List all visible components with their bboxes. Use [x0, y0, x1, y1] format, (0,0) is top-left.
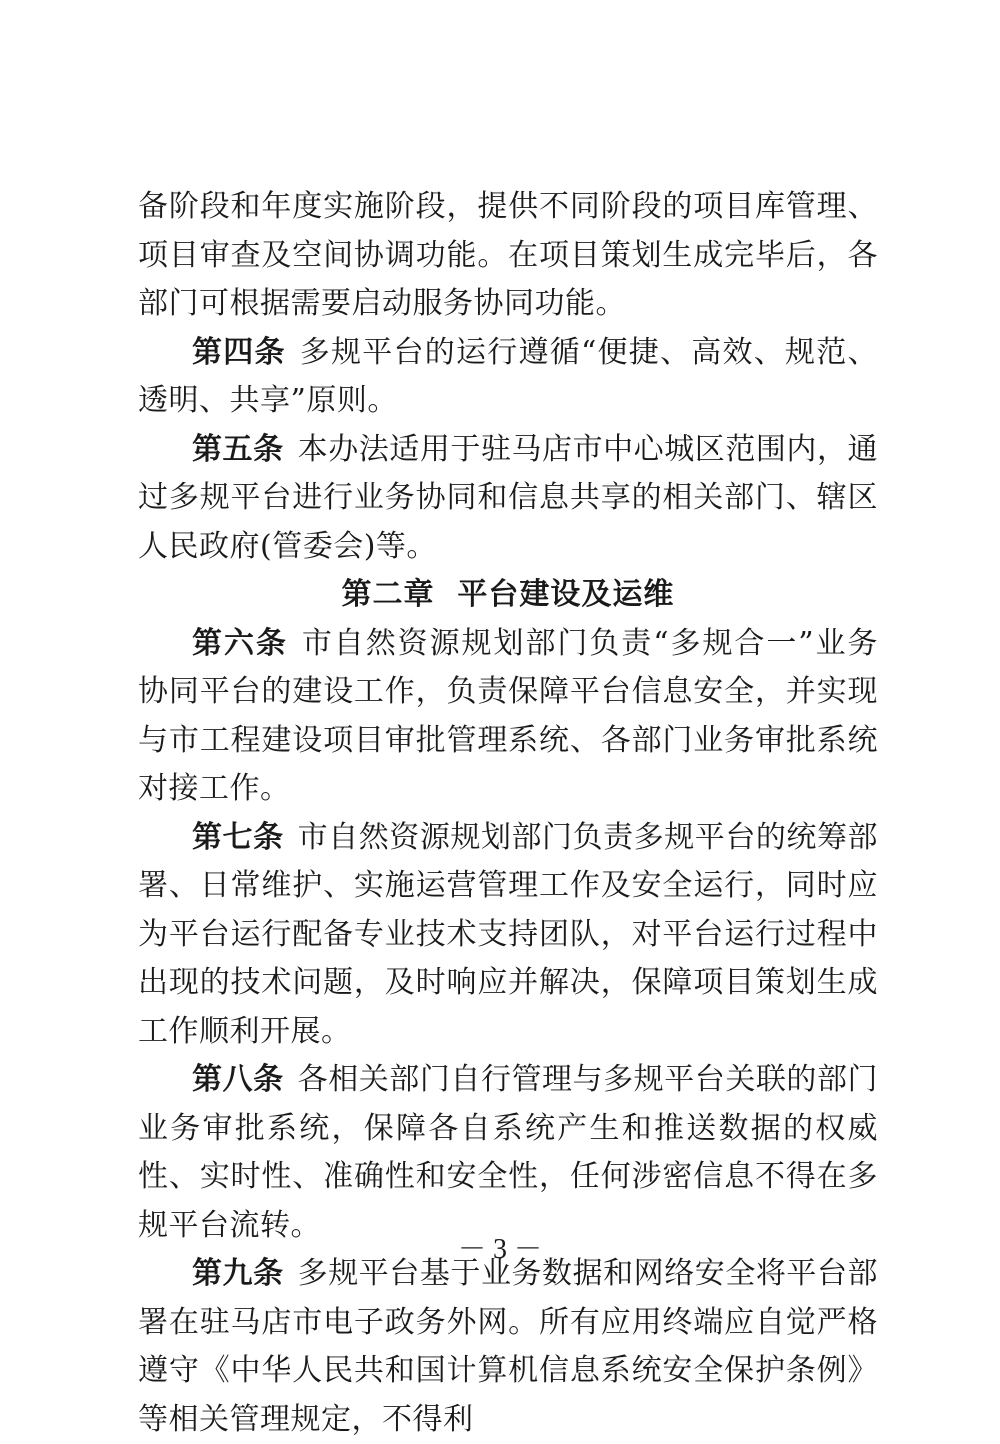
article-6 — [138, 620, 878, 814]
article-text: 各相关部门自行管理与多规平台关联的部门业务审批系统，保障各自系统产生和推送数据的权威性、实时性、准确性和安全性，任何涉密信息不得在多规平台流转。 — [138, 1062, 879, 1243]
article-text: 市自然资源规划部门负责多规平台的统筹部署、日常维护、实施运营管理工作及安全运行，同时应为平台运行配备专业技术支持团队，对平台运行过程中出现的技术问题，及时响应并解决，保障项目策划生成工作顺利开展。 — [138, 819, 879, 1049]
paragraph-continuation — [138, 183, 878, 329]
article-text: 多规平台基于业务数据和网络安全将平台部署在驻马店市电子政务外网。所有应用终端应自觉严格遵守《中华人民共和国计算机信息系统安全保护条例》等相关管理规定，不得利 — [138, 1256, 879, 1437]
article-number: 第四条 — [192, 334, 286, 370]
chapter-title: 第二章 平台建设及运维 — [341, 577, 675, 612]
article-4 — [138, 329, 878, 426]
article-9 — [138, 1250, 878, 1444]
article-text: 市自然资源规划部门负责“多规合一”业务协同平台的建设工作，负责保障平台信息安全，并实现与市工程建设项目审批管理系统、各部门业务审批系统对接工作。 — [138, 625, 878, 806]
article-number: 第五条 — [192, 431, 284, 467]
paragraph-text: 备阶段和年度实施阶段，提供不同阶段的项目库管理、项目审查及空间协调功能。在项目策划生成完毕后，各部门可根据需要启动服务协同功能。 — [138, 189, 878, 321]
article-number: 第七条 — [192, 819, 284, 855]
article-number: 第六条 — [192, 625, 288, 661]
article-7 — [138, 814, 878, 1057]
article-text: 多规平台的运行遵循“便捷、高效、规范、透明、共享”原则。 — [138, 334, 879, 418]
article-5 — [138, 426, 878, 572]
article-number: 第九条 — [192, 1256, 284, 1291]
page-number: － 3 － — [457, 1234, 542, 1265]
article-number: 第八条 — [192, 1062, 284, 1097]
article-8 — [138, 1056, 878, 1250]
article-text: 本办法适用于驻马店市中心城区范围内，通过多规平台进行业务协同和信息共享的相关部门、辖区人民政府(管委会)等。 — [138, 431, 879, 564]
